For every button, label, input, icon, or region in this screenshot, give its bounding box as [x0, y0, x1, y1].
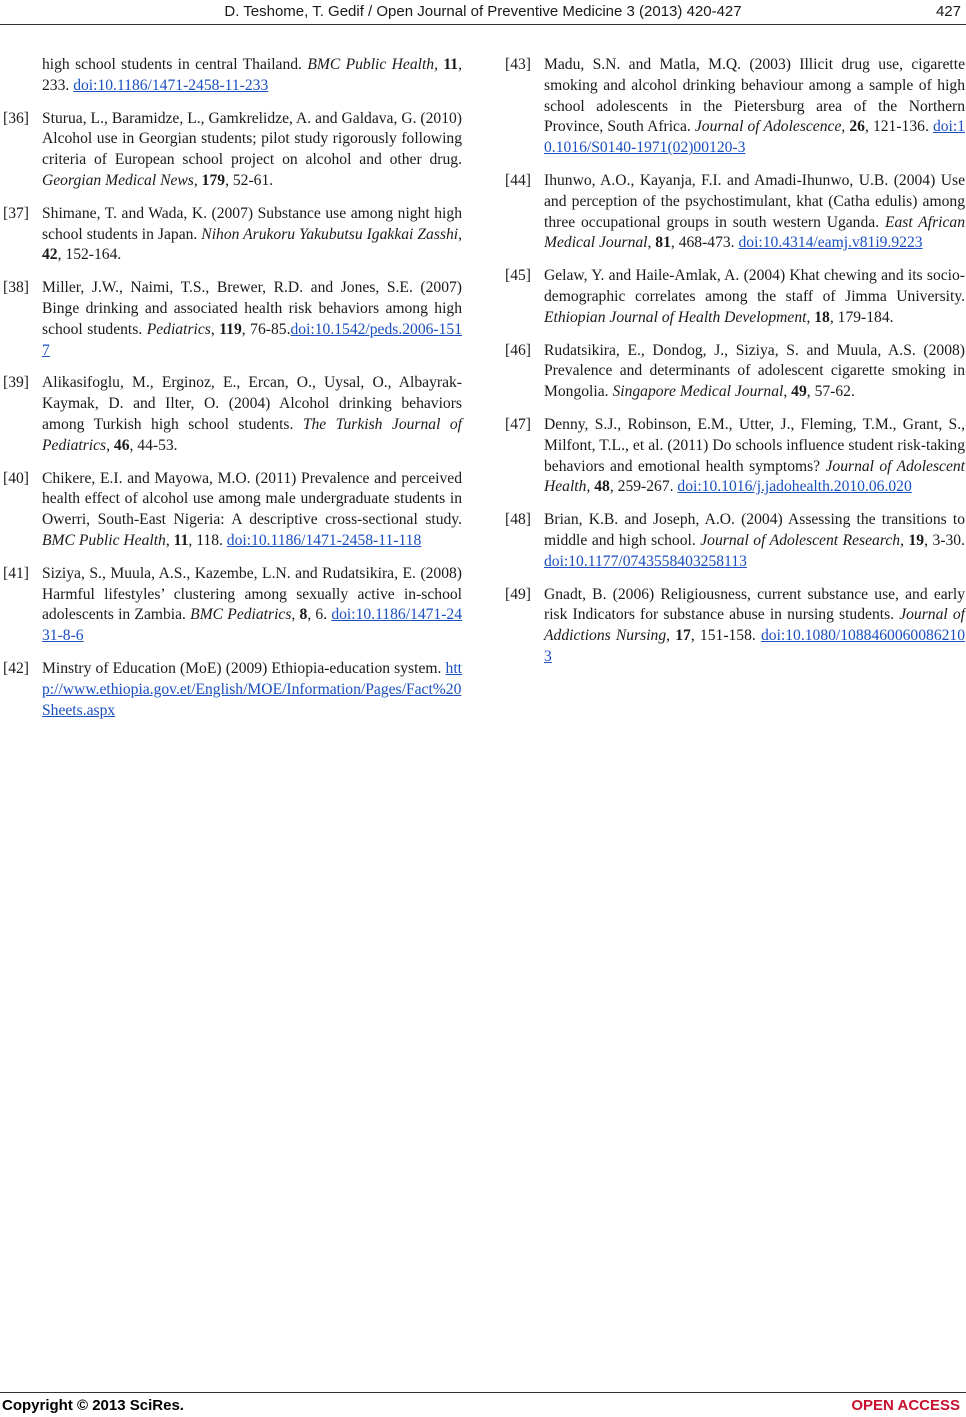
- reference-number: [49]: [505, 585, 531, 603]
- reference-entry: [3, 204, 462, 266]
- reference-citation: Madu, S.N. and Matla, M.Q. (2003) Illicit drug use, cigarette smoking and alcohol drinking behaviour among a sample of high school adolescents in the Pietersburg area of the Northern Province, South Africa.: [544, 56, 965, 136]
- doi-link[interactable]: doi:10.1016/j.jadohealth.2010.06.020: [677, 478, 912, 496]
- running-header: [0, 0, 966, 26]
- journal-name: Georgian Medical News: [42, 171, 194, 189]
- pages: , 3-30.: [924, 531, 965, 549]
- reference-number: [42]: [3, 659, 29, 677]
- reference-entry: [505, 585, 965, 668]
- copyright-notice: Copyright © 2013 SciRes.: [2, 1397, 184, 1414]
- reference-text: Chikere, E.I. and Mayowa, M.O. (2011) Prevalence and perceived health effect of alcohol use among male undergraduate students in Owerri, South-East Nigeria: A descriptive cross-sectional study. BMC Public Health, 11, 118. doi:10.1186/1471-2458-11-118: [42, 469, 462, 549]
- reference-citation: Denny, S.J., Robinson, E.M., Utter, J., Fleming, T.M., Grant, S., Milfont, T.L., et al. (2011) Do schools influence student risk-taking behaviors and emotional health symptoms?: [544, 415, 965, 475]
- reference-text: Gnadt, B. (2006) Religiousness, current substance use, and early risk Indicators for substance abuse in nursing students. Journal of Addictions Nursing, 17, 151-158. doi:10.1080/10884600600862103: [544, 585, 966, 665]
- reference-number: [38]: [3, 279, 29, 297]
- pages: , 57-62.: [806, 383, 855, 401]
- running-title: D. Teshome, T. Gedif / Open Journal of Preventive Medicine 3 (2013) 420-427: [224, 3, 742, 20]
- reference-entry: [3, 109, 462, 192]
- reference-entry: [3, 469, 462, 552]
- volume-number: 17: [675, 627, 691, 645]
- volume-number: 42: [42, 246, 58, 264]
- reference-citation: Brian, K.B. and Joseph, A.O. (2004) Assessing the transitions to middle and high school.: [544, 511, 965, 549]
- reference-citation: Minstry of Education (MoE) (2009) Ethiopia-education system.: [42, 659, 446, 677]
- reference-number: [37]: [3, 204, 29, 222]
- reference-entry: [505, 510, 965, 572]
- reference-number: [36]: [3, 109, 29, 127]
- reference-entry: [3, 564, 462, 647]
- pages: , 52-61.: [225, 171, 274, 189]
- doi-link[interactable]: http://www.ethiopia.gov.et/English/MOE/Information/Pages/Fact%20Sheets.aspx: [42, 659, 462, 719]
- reference-text: Ihunwo, A.O., Kayanja, F.I. and Amadi-Ihunwo, U.B. (2004) Use and perception of the psychostimulant, khat (Catha edulis) among three occupational groups in south western Uganda. East African Medical Journal, 81, 468-473. doi:10.4314/eamj.v81i9.9223: [544, 171, 965, 252]
- reference-citation: Ihunwo, A.O., Kayanja, F.I. and Amadi-Ihunwo, U.B. (2004) Use and perception of the psychostimulant, khat (Catha edulis) among three occupational groups in south western Uganda.: [544, 171, 965, 231]
- reference-text: Miller, J.W., Naimi, T.S., Brewer, R.D. and Jones, S.E. (2007) Binge drinking and associated health risk behaviors among high school students. Pediatrics, 119, 76-85.doi:10.1542/peds.2006-1517: [42, 279, 462, 359]
- reference-entry: [505, 415, 965, 498]
- reference-entry: [505, 171, 965, 254]
- volume-number: 81: [655, 234, 671, 252]
- pages: , 179-184.: [829, 308, 894, 326]
- journal-name: Singapore Medical Journal: [612, 383, 784, 401]
- journal-name: BMC Pediatrics: [190, 606, 292, 624]
- page-number: 427: [935, 3, 961, 20]
- volume-number: 11: [173, 531, 189, 549]
- reference-entry: [505, 266, 965, 328]
- doi-link[interactable]: doi:10.4314/eamj.v81i9.9223: [738, 234, 923, 252]
- reference-citation: Miller, J.W., Naimi, T.S., Brewer, R.D. and Jones, S.E. (2007) Binge drinking and associated health risk behaviors among high school students.: [42, 279, 462, 338]
- doi-link[interactable]: doi:10.1186/1471-2458-11-233: [73, 76, 269, 94]
- pages: , 468-473.: [670, 234, 739, 252]
- reference-text: Denny, S.J., Robinson, E.M., Utter, J., Fleming, T.M., Grant, S., Milfont, T.L., et al. (2011) Do schools influence student risk-taking behaviors and emotional health symptoms? Journal of Adolescent Health, 48, 259-267. doi:10.1016/j.jadohealth.2010.06.020: [544, 415, 965, 496]
- reference-text: Madu, S.N. and Matla, M.Q. (2003) Illicit drug use, cigarette smoking and alcohol drinking behaviour among a sample of high school adolescents in the Pietersburg area of the Northern Province, South Africa. Journal of Adolescence, 26, 121-136. doi:10.1016/S0140-1971(02)00120-3: [544, 56, 966, 157]
- reference-citation: Sturua, L., Baramidze, L., Gamkrelidze, A. and Galdava, G. (2010) Alcohol use in Georgian students; pilot study rigorously following criteria of European school project on alcohol and other drug.: [42, 109, 462, 169]
- volume-number: 49: [791, 383, 807, 401]
- reference-citation: Shimane, T. and Wada, K. (2007) Substance use among night high school students in Japan.: [42, 204, 462, 243]
- journal-name: Pediatrics: [146, 320, 211, 338]
- reference-entry: [505, 341, 965, 403]
- pages: , 118.: [188, 531, 227, 549]
- journal-name: BMC Public Health: [307, 56, 435, 73]
- journal-name: Nihon Arukoru Yakubutsu Igakkai Zasshi: [201, 225, 459, 243]
- volume-number: 46: [113, 436, 130, 454]
- volume-number: 18: [814, 308, 830, 326]
- journal-name: BMC Public Health: [42, 531, 166, 549]
- journal-name: Journal of Adolescent Research: [700, 531, 901, 549]
- doi-link[interactable]: doi:10.1186/1471-2458-11-118: [226, 531, 422, 549]
- reference-citation: Alikasifoglu, M., Erginoz, E., Ercan, O., Uysal, O., Albayrak-Kaymak, D. and Ilter, O. (2004) Alcohol drinking behaviors among Turkish high school students.: [42, 374, 462, 433]
- reference-entry: [3, 373, 462, 456]
- volume-number: 19: [908, 531, 925, 549]
- journal-name: Ethiopian Journal of Health Development: [544, 308, 807, 326]
- volume-number: 26: [849, 118, 865, 136]
- page-footer: [0, 1392, 966, 1417]
- pages: , 76-85.: [241, 320, 291, 338]
- reference-number: [48]: [505, 511, 531, 529]
- journal-name: Journal of Adolescent Health: [544, 457, 965, 496]
- volume-number: 8: [299, 606, 308, 624]
- doi-link[interactable]: doi:10.1186/1471-2431-8-6: [42, 606, 462, 645]
- reference-number: [41]: [3, 564, 29, 582]
- pages: , 259-267.: [609, 478, 678, 496]
- reference-number: [46]: [505, 341, 531, 359]
- pages: , 152-164.: [57, 246, 122, 264]
- volume-number: 48: [594, 478, 610, 496]
- journal-name: Journal of Addictions Nursing: [544, 606, 965, 645]
- reference-text: Alikasifoglu, M., Erginoz, E., Ercan, O., Uysal, O., Albayrak-Kaymak, D. and Ilter, O. (2004) Alcohol drinking behaviors among Turkish high school students. The Turkish Journal of Pediatrics, 46, 44-53.: [42, 374, 463, 454]
- reference-entry: [505, 55, 965, 159]
- journal-name: East African Medical Journal: [544, 213, 965, 252]
- reference-text: high school students in central Thailand. BMC Public Health, 11, 233. doi:10.1186/1471-2458-11-233: [42, 56, 463, 94]
- doi-link[interactable]: doi:10.1542/peds.2006-1517: [42, 320, 462, 359]
- volume-number: 11: [443, 56, 459, 73]
- reference-text: Rudatsikira, E., Dondog, J., Siziya, S. and Muula, A.S. (2008) Prevalence and determinants of adolescent cigarette smoking in Mongolia. Singapore Medical Journal, 49, 57-62.: [544, 341, 965, 401]
- open-access-label: OPEN ACCESS: [851, 1397, 960, 1414]
- reference-citation: Siziya, S., Muula, A.S., Kazembe, L.N. and Rudatsikira, E. (2008) Harmful lifestyles’ clustering among sexually active in-school adolescents in Zambia.: [42, 564, 462, 624]
- pages: , 121-136.: [864, 118, 933, 136]
- reference-number: [44]: [505, 171, 531, 189]
- reference-number: [39]: [3, 374, 29, 392]
- pages: , 6.: [307, 606, 332, 624]
- journal-name: The Turkish Journal of Pediatrics: [42, 415, 463, 454]
- pages: , 151-158.: [690, 627, 761, 645]
- references-left-column: [3, 55, 462, 733]
- references-right-column: [505, 55, 965, 680]
- footer-rule: [0, 1392, 966, 1393]
- journal-name: Journal of Adolescence: [694, 118, 842, 136]
- doi-link[interactable]: doi:10.1177/0743558403258113: [544, 552, 747, 570]
- reference-entry: [3, 55, 462, 97]
- reference-entry: [3, 278, 462, 361]
- reference-text: Brian, K.B. and Joseph, A.O. (2004) Assessing the transitions to middle and high school. Journal of Adolescent Research, 19, 3-30. doi:10.1177/0743558403258113: [544, 511, 965, 570]
- volume-number: 119: [219, 320, 242, 338]
- doi-link[interactable]: doi:10.1080/10884600600862103: [544, 627, 966, 665]
- reference-text: Shimane, T. and Wada, K. (2007) Substance use among night high school students in Japan. Nihon Arukoru Yakubutsu Igakkai Zasshi, 42, 152-164.: [42, 204, 462, 264]
- reference-text: Sturua, L., Baramidze, L., Gamkrelidze, A. and Galdava, G. (2010) Alcohol use in Georgian students; pilot study rigorously following criteria of European school project on alcohol and other drug. Georgian Medical News, 179, 52-61.: [42, 109, 462, 189]
- reference-citation: Gnadt, B. (2006) Religiousness, current substance use, and early risk Indicators for substance abuse in nursing students.: [544, 585, 965, 624]
- reference-citation: high school students in central Thailand.: [42, 56, 308, 73]
- reference-number: [43]: [505, 56, 531, 73]
- reference-number: [40]: [3, 469, 29, 487]
- reference-citation: Gelaw, Y. and Haile-Amlak, A. (2004) Khat chewing and its socio-demographic correlates among the staff of Jimma University.: [544, 267, 965, 305]
- pages: , 233.: [42, 56, 463, 94]
- doi-link[interactable]: doi:10.1016/S0140-1971(02)00120-3: [544, 118, 966, 157]
- reference-number: [45]: [505, 267, 531, 285]
- pages: , 44-53.: [129, 436, 178, 454]
- reference-text: Siziya, S., Muula, A.S., Kazembe, L.N. and Rudatsikira, E. (2008) Harmful lifestyles’ clustering among sexually active in-school adolescents in Zambia. BMC Pediatrics, 8, 6. doi:10.1186/1471-2431-8-6: [42, 564, 462, 645]
- volume-number: 179: [201, 171, 226, 189]
- reference-entry: [3, 659, 462, 721]
- reference-citation: Chikere, E.I. and Mayowa, M.O. (2011) Prevalence and perceived health effect of alcohol use among male undergraduate students in Owerri, South-East Nigeria: A descriptive cross-sectional study.: [42, 469, 462, 529]
- reference-text: [42, 659, 462, 721]
- reference-number: [47]: [505, 415, 531, 433]
- reference-text: Gelaw, Y. and Haile-Amlak, A. (2004) Khat chewing and its socio-demographic correlates among the staff of Jimma University. Ethiopian Journal of Health Development, 18, 179-184.: [544, 267, 965, 326]
- header-rule: [0, 24, 966, 25]
- reference-citation: Rudatsikira, E., Dondog, J., Siziya, S. and Muula, A.S. (2008) Prevalence and determinants of adolescent cigarette smoking in Mongolia.: [544, 341, 965, 401]
